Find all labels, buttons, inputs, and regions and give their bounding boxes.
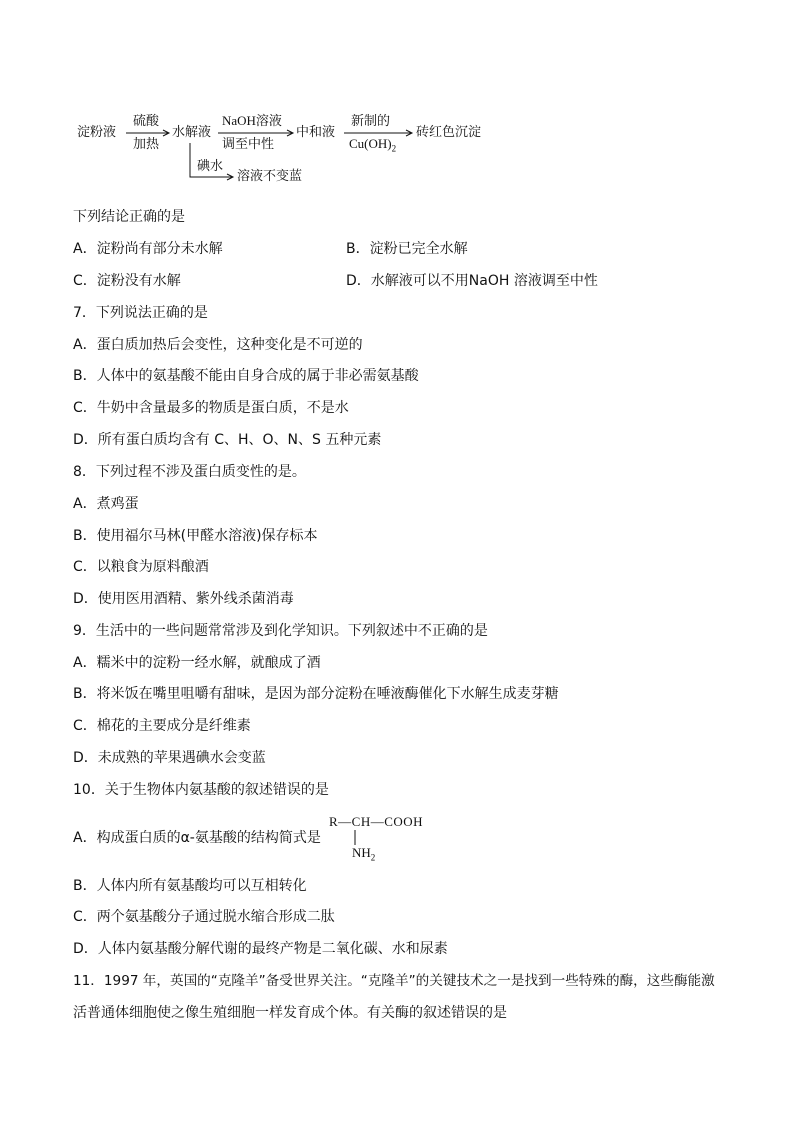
q8-stem: 8．下列过程不涉及蛋白质变性的是。 (73, 464, 306, 480)
brick-red-precipitate-label: 砖红色沉淀 (416, 124, 482, 139)
q7-stem: 7．下列说法正确的是 (73, 305, 208, 321)
q7-option-a: A．蛋白质加热后会变性，这种变化是不可逆的 (73, 337, 363, 353)
q6-option-a: A．淀粉尚有部分未水解 (73, 241, 223, 257)
q8-option-a: A．煮鸡蛋 (73, 496, 139, 512)
q9-option-c: C．棉花的主要成分是纤维素 (73, 718, 251, 734)
q6-option-d: D．水解液可以不用NaOH 溶液调至中性 (346, 273, 598, 289)
branch-arrow-shaft (190, 143, 232, 177)
neutralize-label: 调至中性 (222, 136, 275, 151)
formula-amino-group: $NH_2$ (352, 845, 376, 863)
q10-stem: 10．关于生物体内氨基酸的叙述错误的是 (73, 782, 329, 798)
sulfuric-acid-label: 硫酸 (133, 113, 160, 128)
q9-option-a: A．糯米中的淀粉一经水解，就酿成了酒 (73, 655, 321, 671)
q7-option-d: D．所有蛋白质均含有 C、H、O、N、S 五种元素 (73, 432, 382, 448)
heating-label: 加热 (133, 136, 160, 151)
q10-option-c: C．两个氨基酸分子通过脱水缩合形成二肽 (73, 909, 335, 925)
q6-stem: 下列结论正确的是 (73, 209, 185, 225)
no-blue-label: 溶液不变蓝 (237, 168, 303, 183)
q6-option-b: B．淀粉已完全水解 (346, 241, 468, 257)
q9-option-d: D．未成熟的苹果遇碘水会变蓝 (73, 750, 266, 766)
hydrolysate-label: 水解液 (172, 124, 212, 139)
q9-option-b: B．将米饭在嘴里咀嚼有甜味，是因为部分淀粉在唾液酶催化下水解生成麦芽糖 (73, 686, 559, 702)
q9-stem: 9．生活中的一些问题常常涉及到化学知识。下列叙述中不正确的是 (73, 623, 488, 639)
diagram-arrows (0, 0, 794, 200)
fresh-reagent-label: 新制的 (351, 113, 391, 128)
q7-option-b: B．人体中的氨基酸不能由自身合成的属于非必需氨基酸 (73, 368, 419, 384)
q7-option-c: C．牛奶中含量最多的物质是蛋白质，不是水 (73, 400, 349, 416)
naoh-solution-label: NaOH溶液 (222, 113, 282, 128)
formula-main-chain: R—CH—COOH (329, 814, 424, 829)
q8-option-c: C．以粮食为原料酿酒 (73, 559, 209, 575)
iodine-water-label: 碘水 (197, 158, 224, 173)
q11-stem-line-2: 活普通体细胞使之像生殖细胞一样发育成个体。有关酶的叙述错误的是 (73, 1005, 507, 1021)
q6-option-c: C．淀粉没有水解 (73, 273, 181, 289)
q10-option-d: D．人体内氨基酸分解代谢的最终产物是二氧化碳、水和尿素 (73, 941, 448, 957)
q8-option-d: D．使用医用酒精、紫外线杀菌消毒 (73, 591, 294, 607)
neutral-solution-label: 中和液 (296, 124, 336, 139)
q10-option-b: B．人体内所有氨基酸均可以互相转化 (73, 878, 307, 894)
q10-option-a: A．构成蛋白质的α-氨基酸的结构简式是 (73, 830, 321, 846)
starch-solution-label: 淀粉液 (77, 124, 117, 139)
q8-option-b: B．使用福尔马林(甲醛水溶液)保存标本 (73, 528, 318, 544)
q11-stem-line-1: 11．1997 年，英国的“克隆羊”备受世界关注。“克隆羊”的关键技术之一是找到一些特殊的酶，这些酶能激 (73, 973, 715, 989)
copper-hydroxide-label: $Cu(OH)_2$ (349, 136, 397, 154)
